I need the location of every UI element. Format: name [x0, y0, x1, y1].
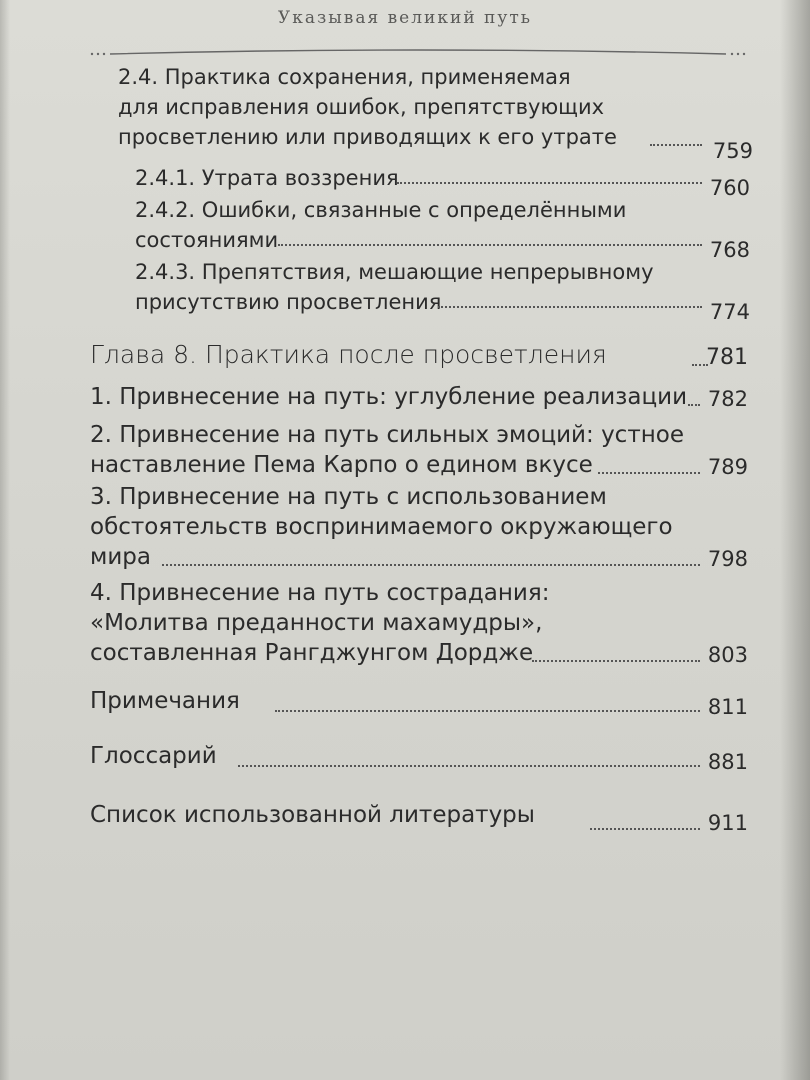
leader-dots: [278, 242, 702, 246]
page-number: 911: [707, 811, 748, 835]
toc-entry-glossary[interactable]: [90, 741, 748, 774]
toc-line: Примечания: [90, 688, 240, 714]
toc-entry-section-2[interactable]: [90, 420, 748, 480]
toc-line: мира: [90, 544, 151, 570]
toc-line: обстоятельств воспринимаемого окружающего: [90, 514, 673, 540]
toc-line: 4. Привнесение на путь сострадания:: [90, 580, 550, 606]
toc-line: 2.4.3. Препятствия, мешающие непрерывному: [135, 260, 654, 284]
toc-line: для исправления ошибок, препятствующих: [118, 95, 605, 119]
leader-dots: [438, 304, 702, 308]
toc-entry-section-1[interactable]: [90, 382, 748, 412]
page-number: 759: [712, 139, 753, 163]
toc-line: 2. Привнесение на путь сильных эмоций: устное: [90, 422, 684, 448]
page-edge-shadow: [0, 0, 10, 1080]
running-header: Указывая великий путь: [277, 8, 533, 28]
toc-line: составленная Рангджунгом Дордже: [90, 640, 534, 666]
toc-entry-notes[interactable]: [90, 686, 748, 719]
page-number: 781: [706, 345, 748, 370]
leader-dots: [532, 658, 700, 662]
toc-line: 2.4.1. Утрата воззрения: [135, 166, 399, 190]
toc-entry-section-3[interactable]: [90, 482, 748, 572]
toc-line: присутствию просветления: [135, 290, 442, 314]
leader-dots: [397, 180, 702, 184]
page-number: 803: [707, 643, 748, 667]
toc-entry-2-4[interactable]: [118, 62, 753, 163]
toc-line: 2.4. Практика сохранения, применяемая: [118, 65, 571, 89]
toc-entry-bibliography[interactable]: [90, 800, 748, 835]
page-number: 798: [707, 547, 748, 571]
header-ornament-rule: [88, 44, 748, 58]
toc-line: 1. Привнесение на путь: углубление реализации: [90, 384, 688, 410]
toc-line: Список использованной литературы: [90, 802, 535, 828]
toc-entry-2-4-1[interactable]: [135, 163, 750, 200]
page-number: 789: [707, 455, 748, 479]
page-edge-shadow: [780, 0, 810, 1080]
toc-entry-2-4-3[interactable]: [135, 257, 750, 324]
toc-line: Глоссарий: [90, 743, 217, 769]
page-number: 881: [707, 750, 748, 774]
toc-line: «Молитва преданности махамудры»,: [90, 610, 543, 636]
toc-entry-chapter-8[interactable]: [90, 340, 748, 370]
page-number: 774: [709, 300, 750, 324]
chapter-title: Глава 8. Практика после просветления: [90, 340, 607, 369]
toc-entry-2-4-2[interactable]: [135, 195, 750, 262]
toc-line: 2.4.2. Ошибки, связанные с определёнными: [135, 198, 627, 222]
page-number: 811: [707, 695, 748, 719]
page-number: 760: [709, 176, 750, 200]
leader-dots: [275, 708, 700, 712]
toc-line: наставление Пема Карпо о едином вкусе: [90, 452, 593, 478]
toc-line: 3. Привнесение на путь с использованием: [90, 484, 607, 510]
toc-line: просветлению или приводящих к его утрате: [118, 125, 617, 149]
toc-line: состояниями: [135, 228, 279, 252]
leader-dots: [162, 562, 700, 566]
page-number: 782: [707, 387, 748, 411]
page-number: 768: [709, 238, 750, 262]
leader-dots: [238, 763, 700, 767]
toc-entry-section-4[interactable]: [90, 578, 748, 668]
